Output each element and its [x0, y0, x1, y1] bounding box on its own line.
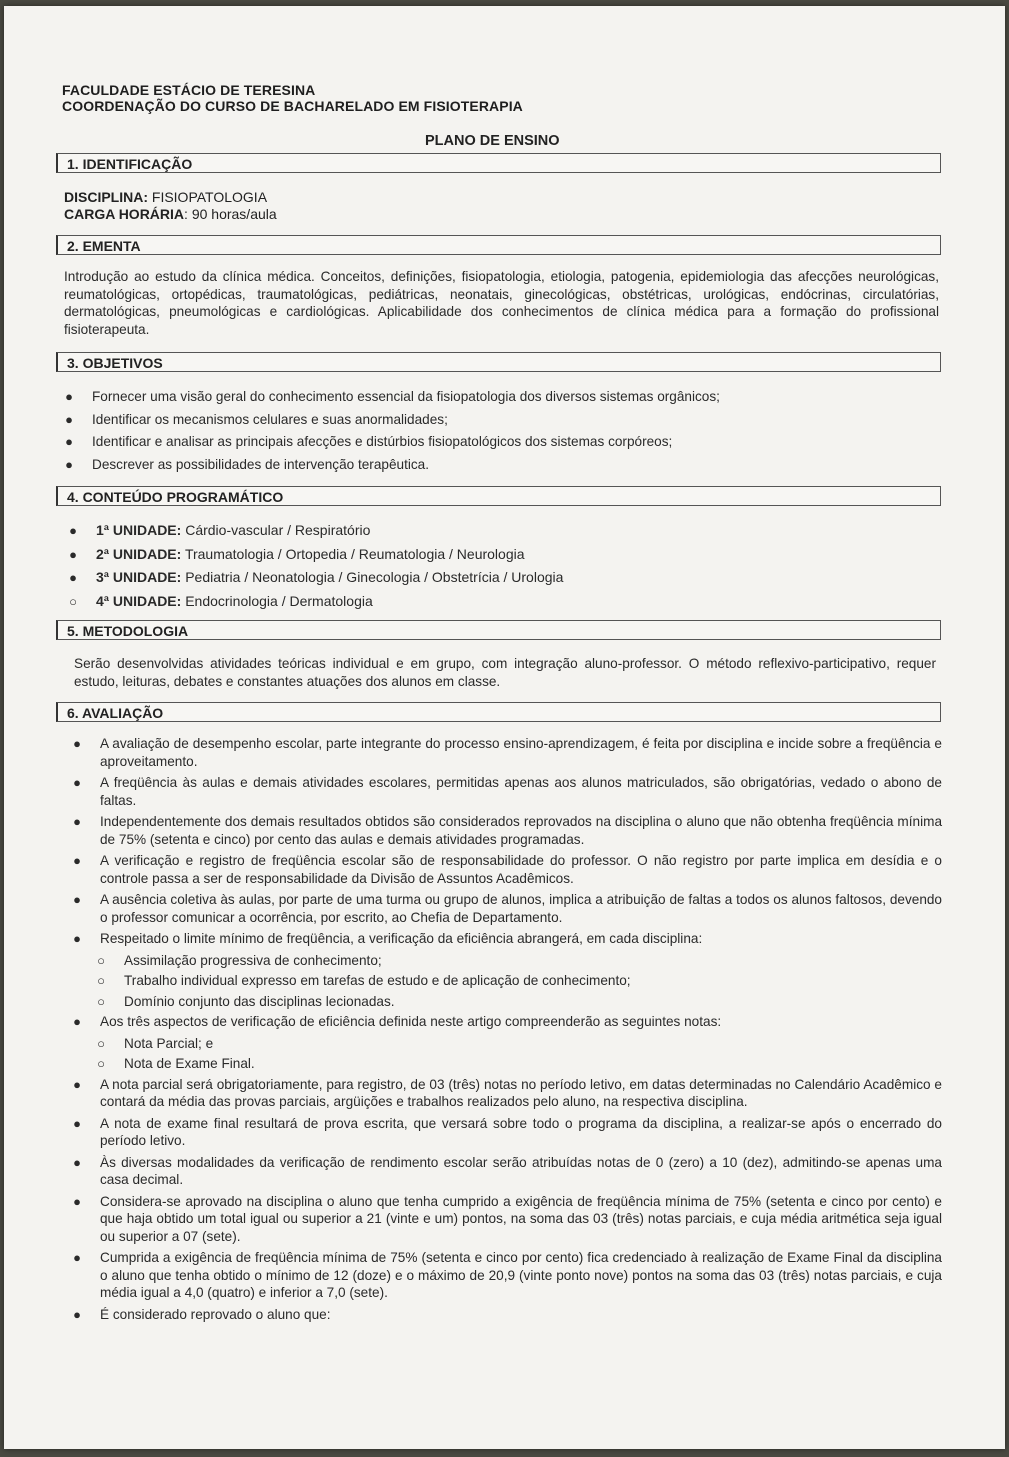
avaliacao-text: Assimilação progressiva de conhecimento; — [124, 952, 382, 968]
metodologia-text: Serão desenvolvidas atividades teóricas individual e em grupo, com integração aluno-professor. O método reflexivo-participativo, requer estudo, leituras, debates e constantes atuações dos alunos em classe. — [74, 656, 936, 689]
bullet-icon: ● — [65, 389, 73, 404]
avaliacao-text: Respeitado o limite mínimo de freqüência, a verificação da eficiência abrangerá, em cada disciplina: — [100, 931, 703, 946]
hollow-bullet-icon: ○ — [97, 973, 105, 988]
carga-horaria-field — [64, 206, 277, 222]
section-heading-ementa: 2. EMENTA — [56, 235, 941, 255]
unidade-item — [69, 522, 916, 540]
unidade-item — [69, 545, 916, 564]
section-heading-objetivos: 3. OBJETIVOS — [56, 352, 941, 372]
unidade-item — [69, 569, 916, 587]
objetivo-text: Identificar os mecanismos celulares e suas anormalidades; — [92, 411, 448, 427]
bullet-icon: ● — [69, 523, 77, 538]
bullet-icon: ● — [73, 1306, 81, 1322]
unidade-label: 2ª UNIDADE: — [96, 545, 182, 562]
avaliacao-text: A freqüência às aulas e demais atividades escolares, permitidas apenas aos alunos matriculados, são obrigatórias, vedado o abono de faltas. — [100, 775, 942, 808]
avaliacao-text: Nota de Exame Final. — [124, 1056, 255, 1071]
unidade-text: Endocrinologia / Dermatologia — [181, 592, 373, 609]
avaliacao-text: A avaliação de desempenho escolar, parte integrante do processo ensino-aprendizagem, é feita por disciplina e incide sobre a freqüência e aproveitamento. — [100, 736, 942, 769]
objetivo-text: Identificar e analisar as principais afecções e distúrbios fisiopatológicos dos sistemas corpóreos; — [92, 434, 673, 449]
bullet-icon: ● — [73, 1154, 81, 1170]
coordination-name: COORDENAÇÃO DO CURSO DE BACHARELADO EM FISIOTERAPIA — [62, 98, 523, 114]
avaliacao-item — [73, 1076, 942, 1111]
avaliacao-list — [73, 735, 942, 1327]
bullet-icon: ● — [73, 1076, 81, 1092]
disciplina-label: DISCIPLINA: — [64, 189, 148, 205]
bullet-icon: ● — [73, 775, 81, 790]
avaliacao-item — [73, 1249, 942, 1302]
avaliacao-subitem — [97, 972, 942, 990]
hollow-bullet-icon: ○ — [97, 952, 105, 968]
section-heading-avaliacao: 6. AVALIAÇÃO — [56, 702, 941, 722]
unidade-label: 4ª UNIDADE: — [96, 592, 182, 609]
unidade-text: Traumatologia / Ortopedia / Reumatologia / Neurologia — [181, 545, 525, 562]
bullet-icon: ● — [73, 853, 81, 868]
avaliacao-text: A verificação e registro de freqüência escolar são de responsabilidade do professor. O não registro por parte implica em desídia e o controle passa a ser de responsabilidade da Divisão de Assuntos Acadêmicos. — [100, 853, 942, 886]
bullet-icon: ● — [65, 411, 73, 427]
unidade-text: Cárdio-vascular / Respiratório — [181, 522, 371, 538]
avaliacao-text: Nota Parcial; e — [124, 1035, 214, 1051]
bullet-icon: ● — [73, 1193, 81, 1209]
avaliacao-text: A nota de exame final resultará de prova escrita, que versará sobre todo o programa da disciplina, a realizar-se após o encerrado do período letivo. — [100, 1115, 942, 1148]
avaliacao-item — [73, 1193, 942, 1246]
bullet-icon: ● — [73, 892, 81, 907]
hollow-bullet-icon: ○ — [97, 1056, 105, 1071]
avaliacao-subitem — [97, 1035, 942, 1053]
disciplina-value: FISIOPATOLOGIA — [151, 189, 268, 205]
disciplina-field — [64, 189, 267, 205]
bullet-icon: ● — [65, 434, 73, 449]
hollow-bullet-icon: ○ — [97, 1035, 105, 1051]
unidade-label: 1ª UNIDADE: — [96, 522, 182, 538]
hollow-bullet-icon: ○ — [69, 593, 77, 609]
avaliacao-item — [73, 774, 942, 809]
objetivo-text: Fornecer uma visão geral do conhecimento essencial da fisiopatologia dos diversos sistemas orgânicos; — [92, 389, 720, 404]
bullet-icon: ● — [73, 736, 81, 751]
conteudo-list — [69, 522, 916, 616]
avaliacao-item — [73, 1306, 942, 1324]
avaliacao-text: Domínio conjunto das disciplinas lecionadas. — [124, 993, 395, 1009]
avaliacao-item — [73, 1013, 942, 1031]
avaliacao-text: Independentemente dos demais resultados obtidos são considerados reprovados na disciplina o aluno que não obtenha freqüência mínima de 75% (setenta e cinco) por cento das aulas e demais atividades programadas. — [100, 814, 942, 847]
bullet-icon: ● — [73, 1115, 81, 1131]
objetivo-text: Descrever as possibilidades de intervenção terapêutica. — [92, 456, 430, 472]
avaliacao-text: A nota parcial será obrigatoriamente, para registro, de 03 (três) notas no período letivo, em datas determinadas no Calendário Acadêmico e contará da média das provas parciais, argüições e trabalhos realizados pelo aluno, na respectiva disciplina. — [100, 1076, 942, 1109]
carga-horaria-label: CARGA HORÁRIA — [64, 206, 185, 222]
avaliacao-item — [73, 852, 942, 887]
section-heading-identificacao: 1. IDENTIFICAÇÃO — [56, 153, 941, 173]
section-heading-conteudo: 4. CONTEÚDO PROGRAMÁTICO — [56, 486, 941, 506]
objetivo-item — [65, 456, 932, 474]
bullet-icon: ● — [73, 1250, 81, 1265]
avaliacao-item — [73, 813, 942, 848]
avaliacao-subitem — [97, 1055, 942, 1073]
bullet-icon: ● — [73, 1014, 81, 1029]
bullet-icon: ● — [73, 814, 81, 829]
carga-horaria-value: : 90 horas/aula — [184, 206, 277, 222]
avaliacao-item — [73, 1154, 942, 1189]
avaliacao-text: Aos três aspectos de verificação de eficiência definida neste artigo compreenderão as seguintes notas: — [100, 1014, 722, 1029]
avaliacao-item — [73, 930, 942, 948]
avaliacao-subitem — [97, 952, 942, 970]
plan-title: PLANO DE ENSINO — [425, 133, 560, 149]
section-heading-metodologia: 5. METODOLOGIA — [56, 620, 941, 640]
unidade-item — [69, 592, 916, 611]
bullet-icon: ● — [69, 570, 77, 585]
avaliacao-subitem — [97, 993, 942, 1011]
avaliacao-item — [73, 1115, 942, 1150]
bullet-icon: ● — [69, 546, 77, 562]
objetivo-item — [65, 388, 932, 406]
bullet-icon: ● — [73, 931, 81, 946]
avaliacao-text: A ausência coletiva às aulas, por parte de uma turma ou grupo de alunos, implica a atribuição de faltas a todos os alunos faltosos, devendo o professor comunicar a ocorrência, por escrito, ao Chefia de Departamento. — [100, 892, 942, 925]
objetivo-item — [65, 433, 932, 451]
avaliacao-text: Cumprida a exigência de freqüência mínima de 75% (setenta e cinco por cento) fica credenciado à realização de Exame Final da disciplina o aluno que tenha obtido o mínimo de 12 (doze) e o máximo de 20,9 (vinte ponto nove) pontos na soma das 03 (três) notas parciais, e cuja média igual a 4,0 (quatro) e inferior a 7,0 (sete). — [100, 1250, 942, 1300]
objetivos-list — [65, 388, 932, 478]
ementa-text: Introdução ao estudo da clínica médica. Conceitos, definições, fisiopatologia, etiologia, patogenia, epidemiologia das afecções neurológicas, reumatológicas, ortopédicas, traumatológicas, pediátricas, neonatais, ginecológicas, obstétricas, urológicas, endócrinas, circulatórias, dermatológicas, pneumológicas e cardiológicas. Aplicabilidade dos conhecimentos de clínica médica para a formação do profissional fisioterapeuta. — [64, 269, 939, 337]
avaliacao-item — [73, 735, 942, 770]
hollow-bullet-icon: ○ — [97, 993, 105, 1009]
avaliacao-text: Às diversas modalidades da verificação de rendimento escolar serão atribuídas notas de 0 (zero) a 10 (dez), admitindo-se apenas uma casa decimal. — [100, 1154, 942, 1187]
unidade-text: Pediatria / Neonatologia / Ginecologia / Obstetrícia / Urologia — [181, 569, 564, 585]
unidade-label: 3ª UNIDADE: — [96, 569, 182, 585]
institution-name: FACULDADE ESTÁCIO DE TERESINA — [62, 82, 316, 98]
avaliacao-text: É considerado reprovado o aluno que: — [100, 1306, 331, 1322]
avaliacao-item — [73, 891, 942, 926]
avaliacao-text: Considera-se aprovado na disciplina o aluno que tenha cumprido a exigência de freqüência mínima de 75% (setenta e cinco por cento) e que haja obtido um total igual ou superior a 21 (vinte e um) pontos, na soma das 03 (três) notas parciais, e cuja média aritmética seja igual ou superior a 07 (sete). — [100, 1193, 942, 1244]
avaliacao-text: Trabalho individual expresso em tarefas de estudo e de aplicação de conhecimento; — [124, 973, 631, 988]
objetivo-item — [65, 411, 932, 429]
bullet-icon: ● — [65, 456, 73, 472]
